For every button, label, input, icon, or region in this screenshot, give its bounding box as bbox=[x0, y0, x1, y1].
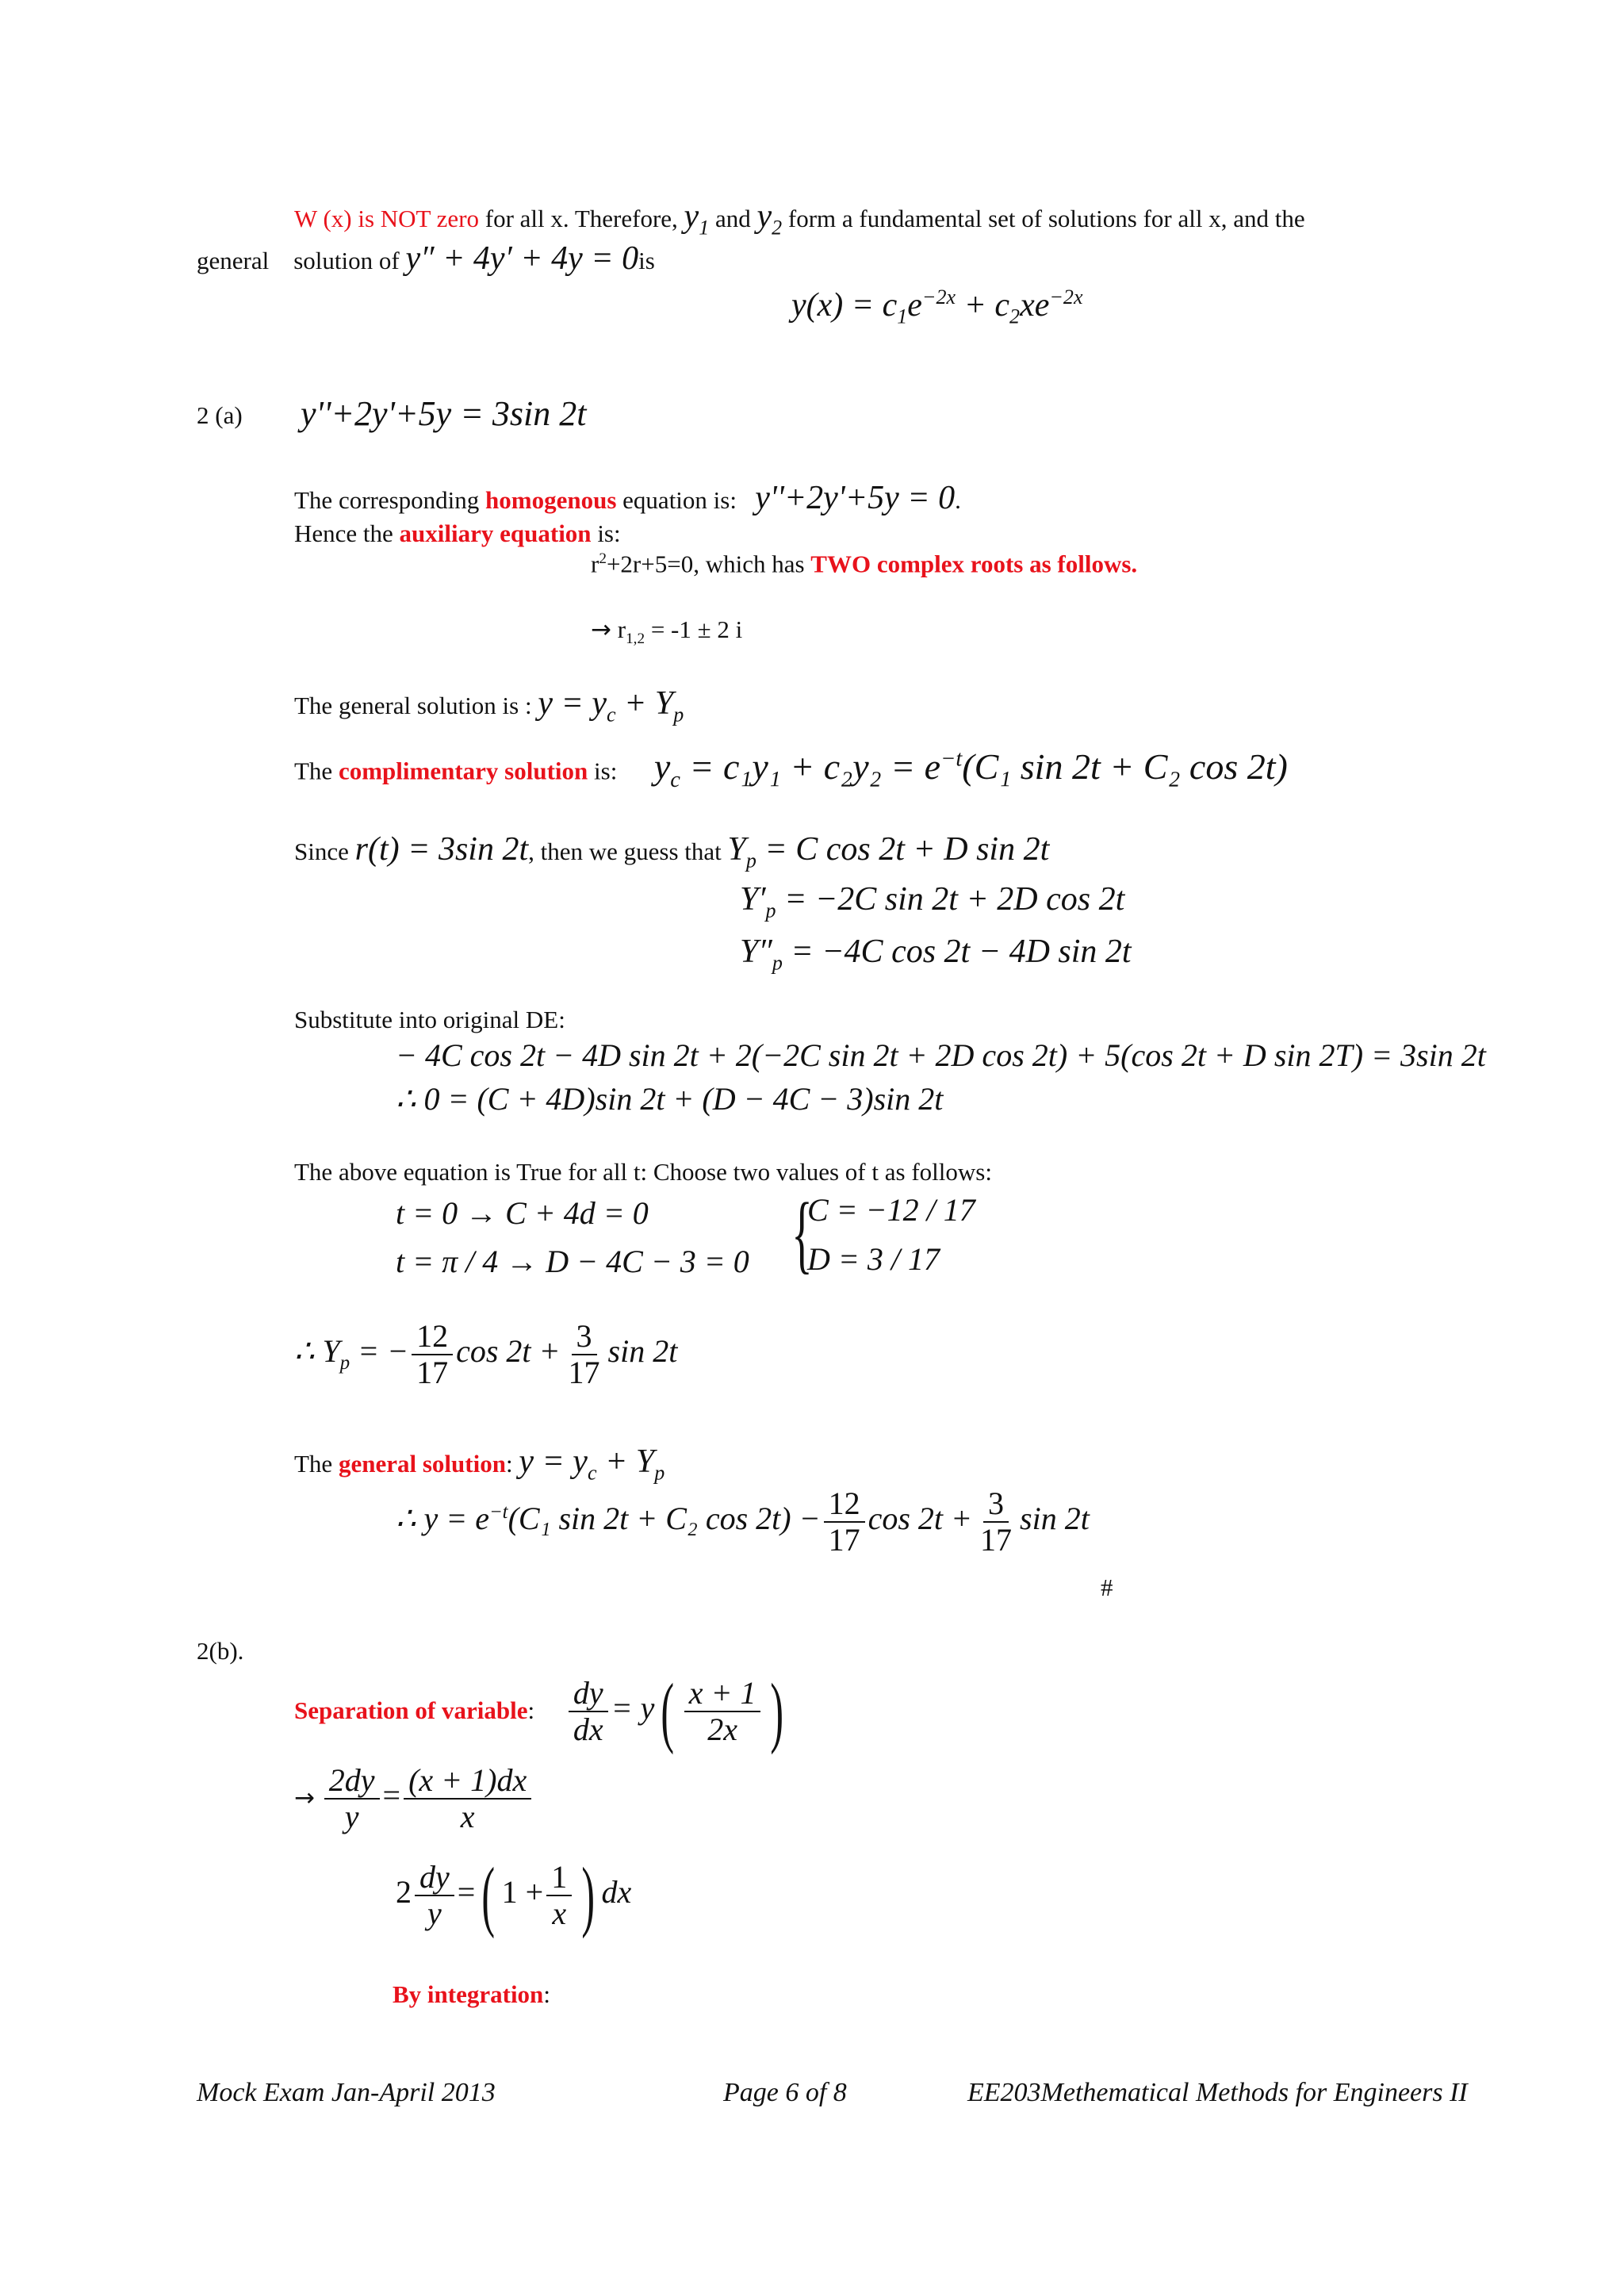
math-yp-prime: $Y'_p = -2C$ sin 2t + 2D cos 2t bbox=[740, 881, 1125, 922]
general-form-line: The general solution is : $y = y_c + Y_p$ bbox=[294, 685, 684, 726]
footer-exam: Mock Exam Jan-April 2013 bbox=[197, 2078, 496, 2107]
auxiliary-equation: $r^2+2r+5=0$, which has TWO complex roots as follows. bbox=[591, 550, 1138, 578]
math-substitution: − 4C cos 2t − 4D sin 2t + 2(−2C sin 2t + 2D cos 2t) + 5(cos 2t + D sin 2T) = 3sin 2t bbox=[396, 1037, 1486, 1073]
integration-heading: By integration: bbox=[393, 1980, 550, 2008]
math-y1: $y_1$ bbox=[684, 198, 710, 240]
general-solution-line bbox=[197, 242, 655, 275]
auxiliary-line: Hence the auxiliary equation is: bbox=[294, 519, 621, 547]
math-general-solution: $y(x) = c_1e^{-2x} + c_2xe^{-2x}$ bbox=[791, 286, 1083, 328]
question-label-2b: 2(b). bbox=[197, 1637, 244, 1665]
math-integrand: 2 $\frac{dy}{y}$ =( 1 + $\frac{1}{x}$ ) dx bbox=[396, 1851, 632, 1939]
math-particular-solution: ∴ $Y_p$ = − $\frac{12}{17}$ cos 2t + $\frac{3}{17}$ sin 2t bbox=[294, 1318, 678, 1390]
guess-line: Since r(t) = 3sin 2t, then we guess that $Y_p = C$ cos 2t + D sin 2t bbox=[294, 831, 1050, 872]
true-for-all-text: The above equation is True for all t: Choose two values of t as follows: bbox=[294, 1158, 992, 1186]
text: form a fundamental set of solutions for all x, and the bbox=[782, 205, 1305, 232]
math-y2: $y_2$ bbox=[756, 198, 783, 240]
brace-icon: { bbox=[791, 1185, 813, 1282]
math-question-2a: y''+2y'+5y = 3sin 2t bbox=[301, 394, 587, 433]
highlight-text: W (x) is NOT zero bbox=[294, 205, 480, 232]
arrow-icon: → bbox=[294, 1784, 315, 1813]
general-solution-heading: The general solution: $y = y_c + Y_p$ bbox=[294, 1443, 665, 1485]
text: for all x. Therefore, bbox=[479, 205, 684, 232]
roots-line: → $r_{1,2} = -1 \pm 2$ i bbox=[591, 615, 743, 648]
math-simplified: ∴ 0 = (C + 4D)sin 2t + (D − 4C − 3)sin 2t bbox=[396, 1081, 944, 1117]
math-final-solution: ∴ $y = e^{-t}(C_1$ sin 2t + C₂ cos 2t) − $\frac{12}{17}$ cos 2t + $\frac{3}{17}$ sin 2t bbox=[396, 1485, 1090, 1558]
text: and bbox=[709, 205, 757, 232]
math-yp-double-prime: $Y''_p = -4C$ cos 2t − 4D sin 2t bbox=[740, 933, 1132, 975]
arrow-icon: → bbox=[591, 615, 611, 644]
separation-line: Separation of variable: $\frac{dy}{dx}$ = y( $\frac{x + 1}{2x}$ ) bbox=[294, 1667, 784, 1755]
footer-course: EE203Methematical Methods for Engineers II bbox=[967, 2078, 1468, 2107]
math-ode: y″ + 4y′ + 4y = 0 bbox=[405, 240, 639, 277]
end-mark: # bbox=[1101, 1573, 1113, 1601]
text: solution of bbox=[293, 247, 400, 274]
math-c-value: C = −12 / 17 bbox=[807, 1192, 975, 1228]
math-d-value: D = 3 / 17 bbox=[807, 1241, 940, 1277]
text: general bbox=[197, 247, 270, 274]
question-label-2a: 2 (a) bbox=[197, 401, 243, 429]
footer-page-number: Page 6 of 8 bbox=[723, 2078, 847, 2107]
math-t-pi-4: t = π / 4 → D − 4C − 3 = 0 bbox=[396, 1244, 749, 1279]
substitute-label: Substitute into original DE: bbox=[294, 1006, 565, 1033]
text: is bbox=[638, 247, 655, 274]
homogenous-line: The corresponding homogenous equation is: y''+2y'+5y = 0. bbox=[294, 480, 961, 516]
complimentary-line: The complimentary solution is: $y_c = c_1y_1 + c_2y_2 = e^{-t}(C_1$ sin 2t + C₂ cos 2t) bbox=[294, 746, 1288, 793]
wronskian-line bbox=[294, 200, 1305, 238]
separated-equation: → $\frac{2dy}{y}$ = $\frac{(x + 1)dx}{x}$ bbox=[294, 1765, 534, 1833]
math-t-zero: t = 0 → C + 4d = 0 bbox=[396, 1195, 649, 1231]
